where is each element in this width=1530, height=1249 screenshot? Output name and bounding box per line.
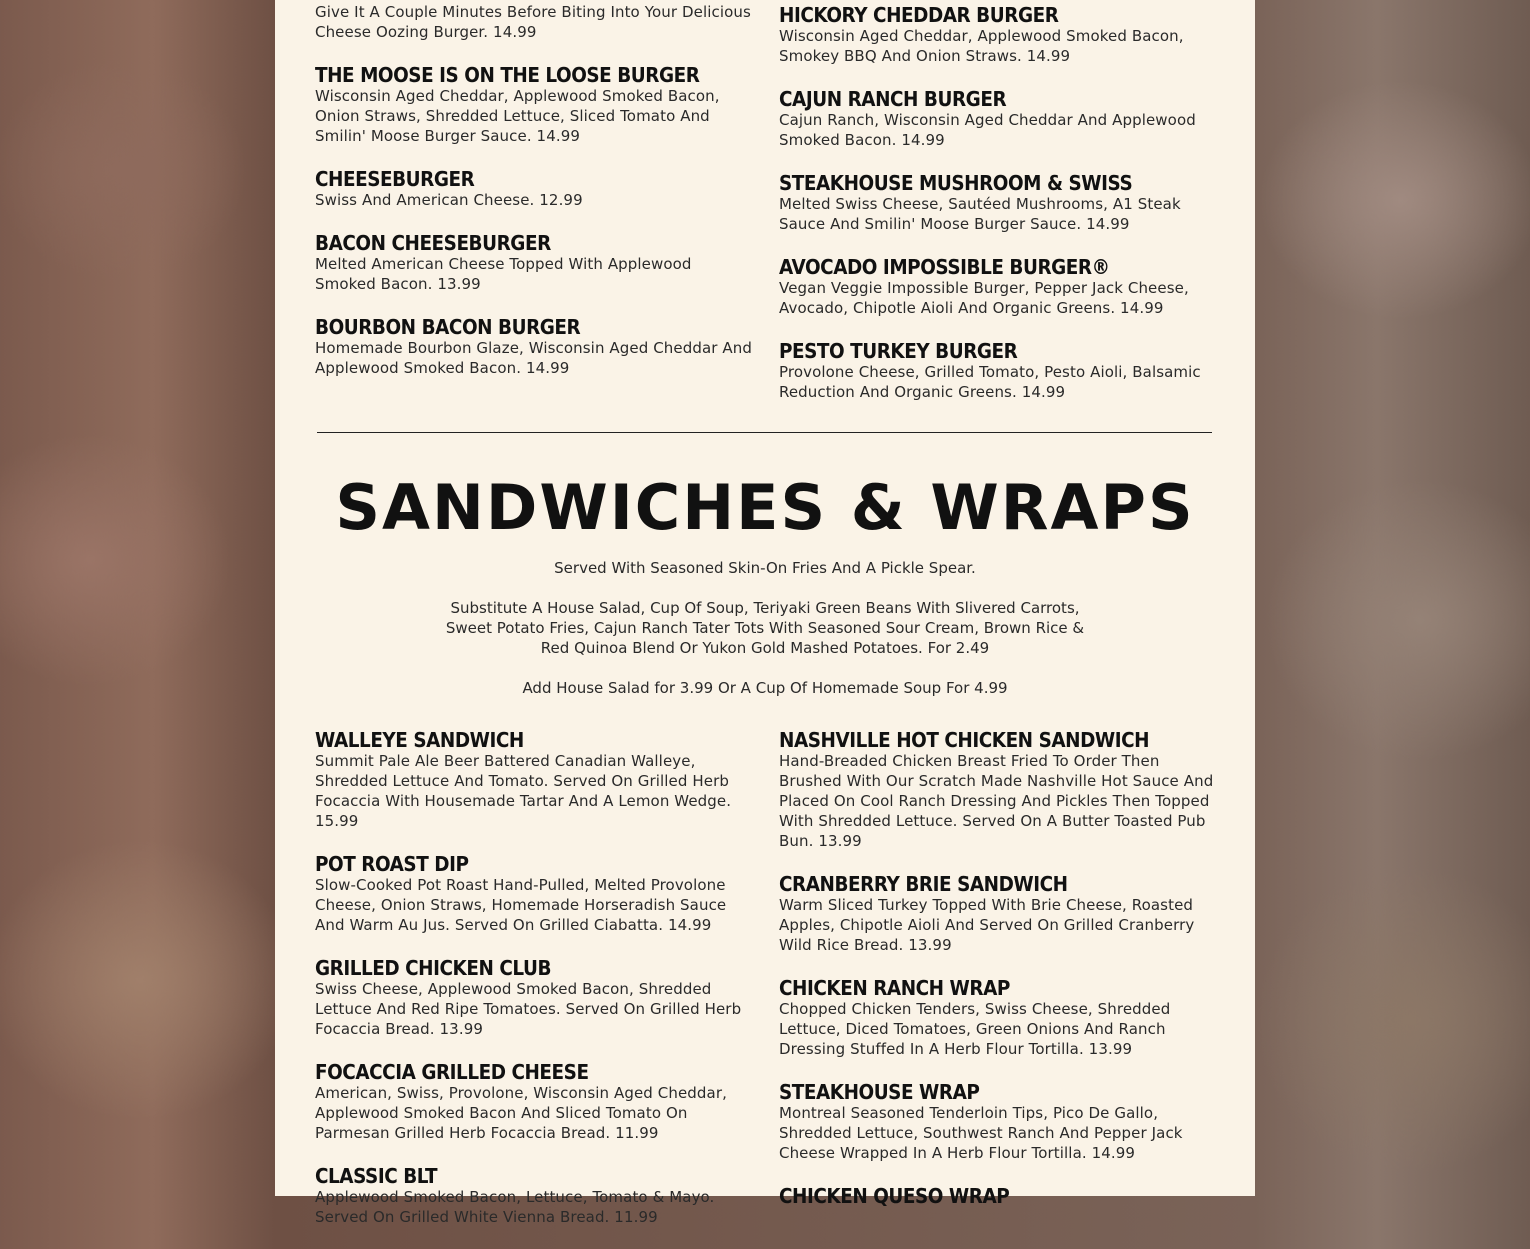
menu-item <box>315 957 755 1039</box>
section-divider <box>317 432 1212 433</box>
menu-item-name: FOCACCIA GRILLED CHEESE <box>315 1060 589 1084</box>
menu-item-description: Chopped Chicken Tenders, Swiss Cheese, Shredded Lettuce, Diced Tomatoes, Green Onions And Ranch Dressing Stuffed In A Herb Flour Tortilla. 13.99 <box>779 1000 1171 1058</box>
menu-item-name: NASHVILLE HOT CHICKEN SANDWICH <box>779 728 1150 752</box>
menu-item-description: Vegan Veggie Impossible Burger, Pepper Jack Cheese, Avocado, Chipotle Aioli And Organic Greens. 14.99 <box>779 279 1189 317</box>
menu-item-name: STEAKHOUSE MUSHROOM & SWISS <box>779 171 1133 195</box>
menu-item <box>779 172 1219 234</box>
sandwiches-left-column <box>315 729 755 1249</box>
menu-item-description: Homemade Bourbon Glaze, Wisconsin Aged Cheddar And Applewood Smoked Bacon. 14.99 <box>315 339 752 377</box>
menu-item-name: HICKORY CHEDDAR BURGER <box>779 3 1059 27</box>
menu-item-name: BOURBON BACON BURGER <box>315 315 581 339</box>
burgers-left-column <box>315 2 755 400</box>
menu-item-name: WALLEYE SANDWICH <box>315 728 524 752</box>
menu-item-name: GRILLED CHICKEN CLUB <box>315 956 552 980</box>
menu-item-description: Wisconsin Aged Cheddar, Applewood Smoked Bacon, Onion Straws, Shredded Lettuce, Sliced Tomato And Smilin' Moose Burger Sauce. 14.99 <box>315 87 720 145</box>
menu-item <box>315 64 755 146</box>
intro-line: Served With Seasoned Skin-On Fries And A Pickle Spear. <box>554 559 976 577</box>
intro-line: Substitute A House Salad, Cup Of Soup, Teriyaki Green Beans With Slivered Carrots, Sweet Potato Fries, Cajun Ranch Tater Tots With Seasoned Sour Cream, Brown Rice & Red Quinoa Blend Or Yukon Gold Mashed Potatoes. For 2.49 <box>445 599 1085 657</box>
menu-item-name: STEAKHOUSE WRAP <box>779 1080 980 1104</box>
menu-item-description: Montreal Seasoned Tenderloin Tips, Pico De Gallo, Shredded Lettuce, Southwest Ranch And Pepper Jack Cheese Wrapped In A Herb Flour Tortilla. 14.99 <box>779 1104 1183 1162</box>
menu-item <box>779 88 1219 150</box>
section-intro <box>435 558 1095 718</box>
burgers-right-column <box>779 4 1219 424</box>
menu-item <box>315 232 755 294</box>
menu-item <box>779 729 1219 851</box>
menu-item-name: CHICKEN QUESO WRAP <box>779 1184 1010 1208</box>
section-title: SANDWICHES & WRAPS <box>335 471 1195 544</box>
menu-item <box>779 4 1219 66</box>
menu-item <box>315 316 755 378</box>
menu-item-description: Wisconsin Aged Cheddar, Applewood Smoked Bacon, Smokey BBQ And Onion Straws. 14.99 <box>779 27 1184 65</box>
menu-item-description: Cajun Ranch, Wisconsin Aged Cheddar And Applewood Smoked Bacon. 14.99 <box>779 111 1196 149</box>
menu-item <box>779 340 1219 402</box>
menu-item-description: Warm Sliced Turkey Topped With Brie Cheese, Roasted Apples, Chipotle Aioli And Served On Grilled Cranberry Wild Rice Bread. 13.99 <box>779 896 1195 954</box>
menu-item-name: POT ROAST DIP <box>315 852 469 876</box>
menu-item-name: CHEESEBURGER <box>315 167 475 191</box>
menu-item-name: THE MOOSE IS ON THE LOOSE BURGER <box>315 63 700 87</box>
menu-item <box>315 1165 755 1227</box>
menu-item-name: AVOCADO IMPOSSIBLE BURGER® <box>779 255 1110 279</box>
menu-item-name: CRANBERRY BRIE SANDWICH <box>779 872 1068 896</box>
menu-item <box>315 853 755 935</box>
sandwiches-right-column <box>779 729 1219 1229</box>
menu-item-description: Applewood Smoked Bacon, Lettuce, Tomato & Mayo. Served On Grilled White Vienna Bread. 11.99 <box>315 1188 715 1226</box>
menu-item-description: Summit Pale Ale Beer Battered Canadian Walleye, Shredded Lettuce And Tomato. Served On Grilled Herb Focaccia With Housemade Tartar And A Lemon Wedge. 15.99 <box>315 752 732 830</box>
menu-item-name: BACON CHEESEBURGER <box>315 231 551 255</box>
menu-item <box>779 873 1219 955</box>
intro-line: Add House Salad for 3.99 Or A Cup Of Homemade Soup For 4.99 <box>522 679 1008 697</box>
menu-item-description: Melted Swiss Cheese, Sautéed Mushrooms, A1 Steak Sauce And Smilin' Moose Burger Sauce. 14.99 <box>779 195 1181 233</box>
menu-item <box>315 2 755 42</box>
menu-item-name: PESTO TURKEY BURGER <box>779 339 1018 363</box>
menu-item-name: CAJUN RANCH BURGER <box>779 87 1007 111</box>
menu-item <box>779 1185 1219 1207</box>
menu-item-description: Melted American Cheese Topped With Applewood Smoked Bacon. 13.99 <box>315 255 692 293</box>
menu-item-description: Give It A Couple Minutes Before Biting Into Your Delicious Cheese Oozing Burger. 14.99 <box>315 3 751 41</box>
menu-item-description: Hand-Breaded Chicken Breast Fried To Order Then Brushed With Our Scratch Made Nashville Hot Sauce And Placed On Cool Ranch Dressing And Pickles Then Topped With Shredded Lettuce. Served On A Butter Toasted Pub Bun. 13.99 <box>779 752 1214 850</box>
menu-item-description: Provolone Cheese, Grilled Tomato, Pesto Aioli, Balsamic Reduction And Organic Greens. 14.99 <box>779 363 1201 401</box>
menu-item <box>779 1081 1219 1163</box>
menu-item-description: Slow-Cooked Pot Roast Hand-Pulled, Melted Provolone Cheese, Onion Straws, Homemade Horseradish Sauce And Warm Au Jus. Served On Grilled Ciabatta. 14.99 <box>315 876 727 934</box>
menu-item <box>315 168 755 210</box>
menu-item-description: Swiss Cheese, Applewood Smoked Bacon, Shredded Lettuce And Red Ripe Tomatoes. Served On Grilled Herb Focaccia Bread. 13.99 <box>315 980 742 1038</box>
menu-item <box>315 1061 755 1143</box>
menu-item-name: CLASSIC BLT <box>315 1164 438 1188</box>
menu-item-description: American, Swiss, Provolone, Wisconsin Aged Cheddar, Applewood Smoked Bacon And Sliced Tomato On Parmesan Grilled Herb Focaccia Bread. 11.99 <box>315 1084 727 1142</box>
menu-item <box>315 729 755 831</box>
menu-panel <box>275 0 1255 1226</box>
menu-item <box>779 256 1219 318</box>
menu-item <box>779 977 1219 1059</box>
menu-item-description: Swiss And American Cheese. 12.99 <box>315 191 583 209</box>
menu-item-name: CHICKEN RANCH WRAP <box>779 976 1010 1000</box>
